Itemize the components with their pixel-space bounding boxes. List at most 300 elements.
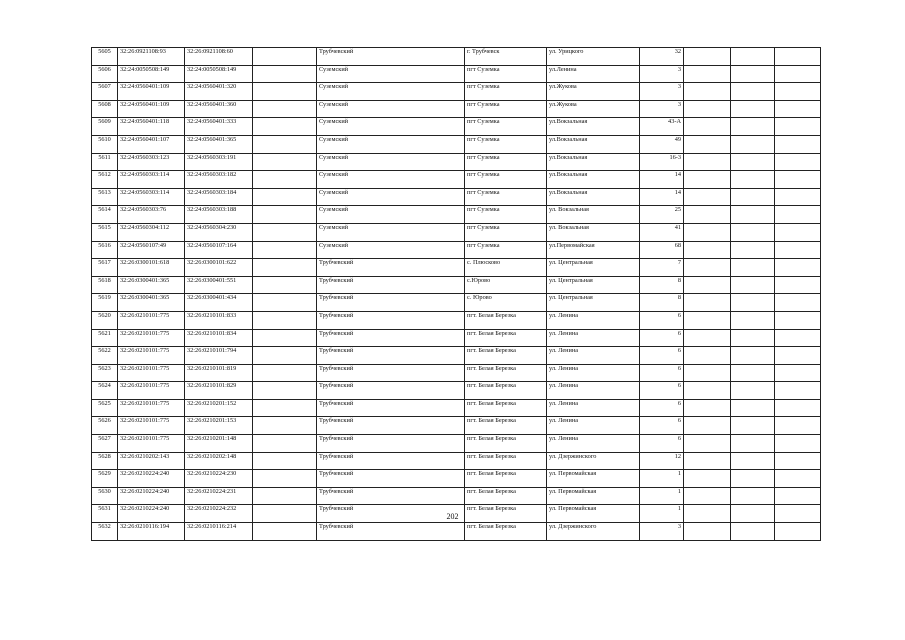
empty-cell bbox=[684, 294, 731, 312]
empty-cell bbox=[731, 65, 775, 83]
row-number: 5622 bbox=[92, 347, 118, 365]
district-cell: Суземский bbox=[317, 206, 465, 224]
district-cell: Трубчевский bbox=[317, 382, 465, 400]
house-cell: 6 bbox=[640, 417, 684, 435]
cadastral-number-1: 32:26:0210101:775 bbox=[118, 311, 185, 329]
table-row bbox=[92, 311, 821, 329]
table-row bbox=[92, 523, 821, 541]
locality-cell: пгт Суземка bbox=[465, 100, 547, 118]
cadastral-number-2: 32:24:0560303:184 bbox=[185, 188, 253, 206]
locality-cell: пгт. Белая Березка bbox=[465, 470, 547, 488]
cadastral-number-2: 32:24:0560401:320 bbox=[185, 83, 253, 101]
house-cell: 41 bbox=[640, 223, 684, 241]
street-cell: ул.Жукова bbox=[547, 83, 640, 101]
locality-cell: с. Плюсково bbox=[465, 259, 547, 277]
table-row bbox=[92, 206, 821, 224]
empty-cell bbox=[684, 347, 731, 365]
empty-cell bbox=[684, 118, 731, 136]
cadastral-number-1: 32:26:0210202:143 bbox=[118, 452, 185, 470]
house-cell: 6 bbox=[640, 311, 684, 329]
row-number: 5632 bbox=[92, 523, 118, 541]
locality-cell: пгт Суземка bbox=[465, 241, 547, 259]
cadastral-number-2: 32:26:0300401:434 bbox=[185, 294, 253, 312]
cadastral-number-1: 32:26:0210224:240 bbox=[118, 505, 185, 523]
page-number: 202 bbox=[446, 512, 459, 521]
empty-cell bbox=[731, 452, 775, 470]
house-cell: 6 bbox=[640, 347, 684, 365]
cadastral-number-1: 32:26:0210101:775 bbox=[118, 347, 185, 365]
empty-cell bbox=[253, 223, 317, 241]
empty-cell bbox=[731, 487, 775, 505]
district-cell: Трубчевский bbox=[317, 435, 465, 453]
empty-cell bbox=[731, 382, 775, 400]
street-cell: ул. Ленина bbox=[547, 399, 640, 417]
cadastral-number-1: 32:24:0560303:114 bbox=[118, 188, 185, 206]
cadastral-number-1: 32:26:0300101:618 bbox=[118, 259, 185, 277]
house-cell: 25 bbox=[640, 206, 684, 224]
empty-cell bbox=[684, 188, 731, 206]
cadastral-number-1: 32:24:0560303:123 bbox=[118, 153, 185, 171]
cadastral-number-1: 32:26:0210101:775 bbox=[118, 399, 185, 417]
row-number: 5616 bbox=[92, 241, 118, 259]
empty-cell bbox=[253, 171, 317, 189]
district-cell: Трубчевский bbox=[317, 452, 465, 470]
row-number: 5621 bbox=[92, 329, 118, 347]
empty-cell bbox=[775, 329, 821, 347]
cadastral-number-2: 32:24:0560107:164 bbox=[185, 241, 253, 259]
table-row bbox=[92, 364, 821, 382]
row-number: 5614 bbox=[92, 206, 118, 224]
table-row bbox=[92, 417, 821, 435]
empty-cell bbox=[731, 347, 775, 365]
street-cell: ул. Ленина bbox=[547, 435, 640, 453]
empty-cell bbox=[253, 311, 317, 329]
row-number: 5631 bbox=[92, 505, 118, 523]
table-row bbox=[92, 48, 821, 66]
empty-cell bbox=[775, 523, 821, 541]
empty-cell bbox=[731, 135, 775, 153]
house-cell: 1 bbox=[640, 487, 684, 505]
street-cell: ул. Центральная bbox=[547, 294, 640, 312]
property-table bbox=[91, 47, 821, 541]
empty-cell bbox=[684, 206, 731, 224]
table-row bbox=[92, 382, 821, 400]
empty-cell bbox=[731, 435, 775, 453]
cadastral-number-1: 32:26:0210224:240 bbox=[118, 487, 185, 505]
empty-cell bbox=[253, 135, 317, 153]
empty-cell bbox=[684, 65, 731, 83]
street-cell: ул. Центральная bbox=[547, 259, 640, 277]
locality-cell: пгт. Белая Березка bbox=[465, 399, 547, 417]
empty-cell bbox=[684, 100, 731, 118]
empty-cell bbox=[253, 241, 317, 259]
empty-cell bbox=[731, 399, 775, 417]
street-cell: ул.Жукова bbox=[547, 100, 640, 118]
empty-cell bbox=[253, 435, 317, 453]
table-row bbox=[92, 259, 821, 277]
empty-cell bbox=[253, 470, 317, 488]
row-number: 5610 bbox=[92, 135, 118, 153]
cadastral-number-2: 32:26:0210101:829 bbox=[185, 382, 253, 400]
empty-cell bbox=[775, 206, 821, 224]
cadastral-number-1: 32:26:0210101:775 bbox=[118, 435, 185, 453]
empty-cell bbox=[253, 417, 317, 435]
district-cell: Трубчевский bbox=[317, 470, 465, 488]
cadastral-number-2: 32:24:0050508:149 bbox=[185, 65, 253, 83]
street-cell: ул. Первомайская bbox=[547, 470, 640, 488]
row-number: 5612 bbox=[92, 171, 118, 189]
cadastral-number-2: 32:24:0560401:360 bbox=[185, 100, 253, 118]
cadastral-number-1: 32:24:0560401:107 bbox=[118, 135, 185, 153]
empty-cell bbox=[775, 83, 821, 101]
empty-cell bbox=[684, 223, 731, 241]
empty-cell bbox=[731, 364, 775, 382]
district-cell: Суземский bbox=[317, 100, 465, 118]
empty-cell bbox=[775, 435, 821, 453]
locality-cell: пгт. Белая Березка bbox=[465, 347, 547, 365]
row-number: 5609 bbox=[92, 118, 118, 136]
locality-cell: пгт Суземка bbox=[465, 83, 547, 101]
row-number: 5617 bbox=[92, 259, 118, 277]
house-cell: 6 bbox=[640, 329, 684, 347]
empty-cell bbox=[731, 223, 775, 241]
cadastral-number-2: 32:26:0210101:819 bbox=[185, 364, 253, 382]
empty-cell bbox=[731, 276, 775, 294]
empty-cell bbox=[731, 153, 775, 171]
empty-cell bbox=[731, 329, 775, 347]
locality-cell: пгт. Белая Березка bbox=[465, 435, 547, 453]
empty-cell bbox=[253, 48, 317, 66]
district-cell: Суземский bbox=[317, 65, 465, 83]
empty-cell bbox=[775, 487, 821, 505]
empty-cell bbox=[253, 259, 317, 277]
row-number: 5620 bbox=[92, 311, 118, 329]
locality-cell: пгт Суземка bbox=[465, 171, 547, 189]
cadastral-number-2: 32:26:0210201:153 bbox=[185, 417, 253, 435]
empty-cell bbox=[684, 382, 731, 400]
empty-cell bbox=[775, 276, 821, 294]
district-cell: Трубчевский bbox=[317, 523, 465, 541]
street-cell: ул. Ленина bbox=[547, 382, 640, 400]
house-cell: 6 bbox=[640, 435, 684, 453]
locality-cell: с. Юрово bbox=[465, 294, 547, 312]
house-cell: 16-3 bbox=[640, 153, 684, 171]
empty-cell bbox=[684, 171, 731, 189]
cadastral-number-1: 32:26:0210101:775 bbox=[118, 382, 185, 400]
table-row bbox=[92, 470, 821, 488]
street-cell: ул. Ленина bbox=[547, 329, 640, 347]
locality-cell: пгт Суземка bbox=[465, 206, 547, 224]
street-cell: ул. Ленина bbox=[547, 347, 640, 365]
cadastral-number-1: 32:24:0050508:149 bbox=[118, 65, 185, 83]
locality-cell: г. Трубчевск bbox=[465, 48, 547, 66]
empty-cell bbox=[775, 311, 821, 329]
empty-cell bbox=[775, 399, 821, 417]
row-number: 5627 bbox=[92, 435, 118, 453]
locality-cell: пгт. Белая Березка bbox=[465, 487, 547, 505]
house-cell: 3 bbox=[640, 65, 684, 83]
empty-cell bbox=[253, 65, 317, 83]
district-cell: Суземский bbox=[317, 153, 465, 171]
house-cell: 7 bbox=[640, 259, 684, 277]
empty-cell bbox=[253, 188, 317, 206]
district-cell: Трубчевский bbox=[317, 276, 465, 294]
house-cell: 6 bbox=[640, 399, 684, 417]
cadastral-number-2: 32:26:0300101:622 bbox=[185, 259, 253, 277]
table-row bbox=[92, 118, 821, 136]
empty-cell bbox=[775, 347, 821, 365]
empty-cell bbox=[731, 311, 775, 329]
empty-cell bbox=[775, 171, 821, 189]
cadastral-number-1: 32:26:0300401:365 bbox=[118, 294, 185, 312]
table-row bbox=[92, 347, 821, 365]
empty-cell bbox=[775, 470, 821, 488]
cadastral-number-1: 32:26:0210101:775 bbox=[118, 364, 185, 382]
cadastral-number-1: 32:24:0560107:49 bbox=[118, 241, 185, 259]
cadastral-number-2: 32:26:0300401:551 bbox=[185, 276, 253, 294]
empty-cell bbox=[731, 241, 775, 259]
district-cell: Трубчевский bbox=[317, 364, 465, 382]
empty-cell bbox=[684, 523, 731, 541]
street-cell: ул. Центральная bbox=[547, 276, 640, 294]
empty-cell bbox=[775, 452, 821, 470]
locality-cell: с.Юрово bbox=[465, 276, 547, 294]
locality-cell: пгт Суземка bbox=[465, 223, 547, 241]
empty-cell bbox=[684, 276, 731, 294]
district-cell: Суземский bbox=[317, 223, 465, 241]
street-cell: ул.Вокзальная bbox=[547, 188, 640, 206]
empty-cell bbox=[731, 48, 775, 66]
row-number: 5606 bbox=[92, 65, 118, 83]
empty-cell bbox=[731, 100, 775, 118]
empty-cell bbox=[731, 83, 775, 101]
locality-cell: пгт Суземка bbox=[465, 153, 547, 171]
locality-cell: пгт. Белая Березка bbox=[465, 382, 547, 400]
empty-cell bbox=[253, 382, 317, 400]
empty-cell bbox=[775, 48, 821, 66]
locality-cell: пгт Суземка bbox=[465, 135, 547, 153]
empty-cell bbox=[253, 100, 317, 118]
cadastral-number-2: 32:26:0210101:794 bbox=[185, 347, 253, 365]
empty-cell bbox=[731, 417, 775, 435]
district-cell: Трубчевский bbox=[317, 329, 465, 347]
empty-cell bbox=[775, 241, 821, 259]
locality-cell: пгт Суземка bbox=[465, 65, 547, 83]
street-cell: ул. Первомайская bbox=[547, 505, 640, 523]
district-cell: Трубчевский bbox=[317, 399, 465, 417]
empty-cell bbox=[684, 329, 731, 347]
cadastral-number-2: 32:26:0210101:833 bbox=[185, 311, 253, 329]
house-cell: 12 bbox=[640, 452, 684, 470]
table-row bbox=[92, 452, 821, 470]
locality-cell: пгт. Белая Березка bbox=[465, 505, 547, 523]
empty-cell bbox=[684, 470, 731, 488]
empty-cell bbox=[684, 399, 731, 417]
cadastral-number-1: 32:26:0921108:93 bbox=[118, 48, 185, 66]
empty-cell bbox=[253, 364, 317, 382]
table-row bbox=[92, 241, 821, 259]
empty-cell bbox=[684, 417, 731, 435]
empty-cell bbox=[731, 118, 775, 136]
locality-cell: пгт. Белая Березка bbox=[465, 417, 547, 435]
street-cell: ул. Урицкого bbox=[547, 48, 640, 66]
empty-cell bbox=[775, 118, 821, 136]
house-cell: 8 bbox=[640, 276, 684, 294]
empty-cell bbox=[684, 241, 731, 259]
house-cell: 14 bbox=[640, 188, 684, 206]
empty-cell bbox=[253, 83, 317, 101]
empty-cell bbox=[253, 523, 317, 541]
row-number: 5624 bbox=[92, 382, 118, 400]
cadastral-number-1: 32:26:0210116:194 bbox=[118, 523, 185, 541]
house-cell: 43-А bbox=[640, 118, 684, 136]
empty-cell bbox=[775, 135, 821, 153]
street-cell: ул. Дзержинского bbox=[547, 523, 640, 541]
cadastral-number-2: 32:26:0210201:148 bbox=[185, 435, 253, 453]
house-cell: 68 bbox=[640, 241, 684, 259]
row-number: 5628 bbox=[92, 452, 118, 470]
house-cell: 3 bbox=[640, 83, 684, 101]
empty-cell bbox=[684, 452, 731, 470]
row-number: 5605 bbox=[92, 48, 118, 66]
table-row bbox=[92, 65, 821, 83]
cadastral-number-1: 32:24:0560401:109 bbox=[118, 100, 185, 118]
empty-cell bbox=[775, 100, 821, 118]
table-row bbox=[92, 100, 821, 118]
street-cell: ул. Вокзальная bbox=[547, 206, 640, 224]
cadastral-number-2: 32:26:0210116:214 bbox=[185, 523, 253, 541]
house-cell: 14 bbox=[640, 171, 684, 189]
table-row bbox=[92, 294, 821, 312]
district-cell: Суземский bbox=[317, 241, 465, 259]
row-number: 5618 bbox=[92, 276, 118, 294]
row-number: 5613 bbox=[92, 188, 118, 206]
house-cell: 6 bbox=[640, 364, 684, 382]
street-cell: ул.Первомайская bbox=[547, 241, 640, 259]
row-number: 5630 bbox=[92, 487, 118, 505]
district-cell: Трубчевский bbox=[317, 259, 465, 277]
street-cell: ул. Ленина bbox=[547, 417, 640, 435]
row-number: 5623 bbox=[92, 364, 118, 382]
street-cell: ул. Дзержинского bbox=[547, 452, 640, 470]
table-row bbox=[92, 329, 821, 347]
table-row bbox=[92, 487, 821, 505]
house-cell: 6 bbox=[640, 382, 684, 400]
empty-cell bbox=[253, 153, 317, 171]
empty-cell bbox=[253, 452, 317, 470]
house-cell: 1 bbox=[640, 470, 684, 488]
street-cell: ул.Вокзальная bbox=[547, 153, 640, 171]
street-cell: ул. Первомайская bbox=[547, 487, 640, 505]
cadastral-number-2: 32:24:0560303:182 bbox=[185, 171, 253, 189]
district-cell: Трубчевский bbox=[317, 48, 465, 66]
row-number: 5626 bbox=[92, 417, 118, 435]
cadastral-number-2: 32:24:0560401:365 bbox=[185, 135, 253, 153]
district-cell: Суземский bbox=[317, 135, 465, 153]
empty-cell bbox=[253, 399, 317, 417]
locality-cell: пгт Суземка bbox=[465, 118, 547, 136]
district-cell: Трубчевский bbox=[317, 294, 465, 312]
table-row bbox=[92, 435, 821, 453]
district-cell: Трубчевский bbox=[317, 505, 465, 523]
cadastral-number-2: 32:26:0210224:232 bbox=[185, 505, 253, 523]
house-cell: 3 bbox=[640, 100, 684, 118]
empty-cell bbox=[253, 276, 317, 294]
cadastral-number-2: 32:26:0921108:60 bbox=[185, 48, 253, 66]
street-cell: ул. Вокзальная bbox=[547, 223, 640, 241]
district-cell: Суземский bbox=[317, 118, 465, 136]
table-row bbox=[92, 135, 821, 153]
empty-cell bbox=[731, 188, 775, 206]
table-row bbox=[92, 223, 821, 241]
cadastral-number-1: 32:24:0560303:76 bbox=[118, 206, 185, 224]
empty-cell bbox=[684, 153, 731, 171]
district-cell: Трубчевский bbox=[317, 347, 465, 365]
cadastral-number-1: 32:26:0300401:365 bbox=[118, 276, 185, 294]
district-cell: Суземский bbox=[317, 83, 465, 101]
row-number: 5607 bbox=[92, 83, 118, 101]
house-cell: 32 bbox=[640, 48, 684, 66]
locality-cell: пгт. Белая Березка bbox=[465, 452, 547, 470]
district-cell: Трубчевский bbox=[317, 311, 465, 329]
empty-cell bbox=[775, 65, 821, 83]
table-row bbox=[92, 171, 821, 189]
empty-cell bbox=[775, 364, 821, 382]
cadastral-number-2: 32:24:0560303:191 bbox=[185, 153, 253, 171]
empty-cell bbox=[684, 48, 731, 66]
locality-cell: пгт. Белая Березка bbox=[465, 329, 547, 347]
district-cell: Трубчевский bbox=[317, 417, 465, 435]
house-cell: 8 bbox=[640, 294, 684, 312]
cadastral-number-2: 32:24:0560303:188 bbox=[185, 206, 253, 224]
empty-cell bbox=[775, 223, 821, 241]
cadastral-number-1: 32:24:0560401:118 bbox=[118, 118, 185, 136]
empty-cell bbox=[253, 347, 317, 365]
empty-cell bbox=[684, 311, 731, 329]
empty-cell bbox=[253, 294, 317, 312]
cadastral-number-2: 32:24:0560401:333 bbox=[185, 118, 253, 136]
table-row bbox=[92, 399, 821, 417]
table-row bbox=[92, 276, 821, 294]
house-cell: 49 bbox=[640, 135, 684, 153]
district-cell: Суземский bbox=[317, 188, 465, 206]
empty-cell bbox=[684, 83, 731, 101]
row-number: 5615 bbox=[92, 223, 118, 241]
cadastral-number-2: 32:26:0210224:230 bbox=[185, 470, 253, 488]
empty-cell bbox=[253, 487, 317, 505]
empty-cell bbox=[775, 417, 821, 435]
house-cell: 3 bbox=[640, 523, 684, 541]
street-cell: ул.Вокзальная bbox=[547, 171, 640, 189]
cadastral-number-2: 32:26:0210201:152 bbox=[185, 399, 253, 417]
cadastral-number-1: 32:24:0560303:114 bbox=[118, 171, 185, 189]
table-row bbox=[92, 83, 821, 101]
row-number: 5608 bbox=[92, 100, 118, 118]
empty-cell bbox=[684, 435, 731, 453]
empty-cell bbox=[684, 259, 731, 277]
cadastral-number-1: 32:24:0560401:109 bbox=[118, 83, 185, 101]
row-number: 5611 bbox=[92, 153, 118, 171]
cadastral-number-2: 32:24:0560304:230 bbox=[185, 223, 253, 241]
empty-cell bbox=[684, 135, 731, 153]
district-cell: Суземский bbox=[317, 171, 465, 189]
empty-cell bbox=[253, 118, 317, 136]
cadastral-number-1: 32:26:0210224:240 bbox=[118, 470, 185, 488]
empty-cell bbox=[731, 294, 775, 312]
empty-cell bbox=[731, 171, 775, 189]
locality-cell: пгт. Белая Березка bbox=[465, 364, 547, 382]
empty-cell bbox=[731, 259, 775, 277]
